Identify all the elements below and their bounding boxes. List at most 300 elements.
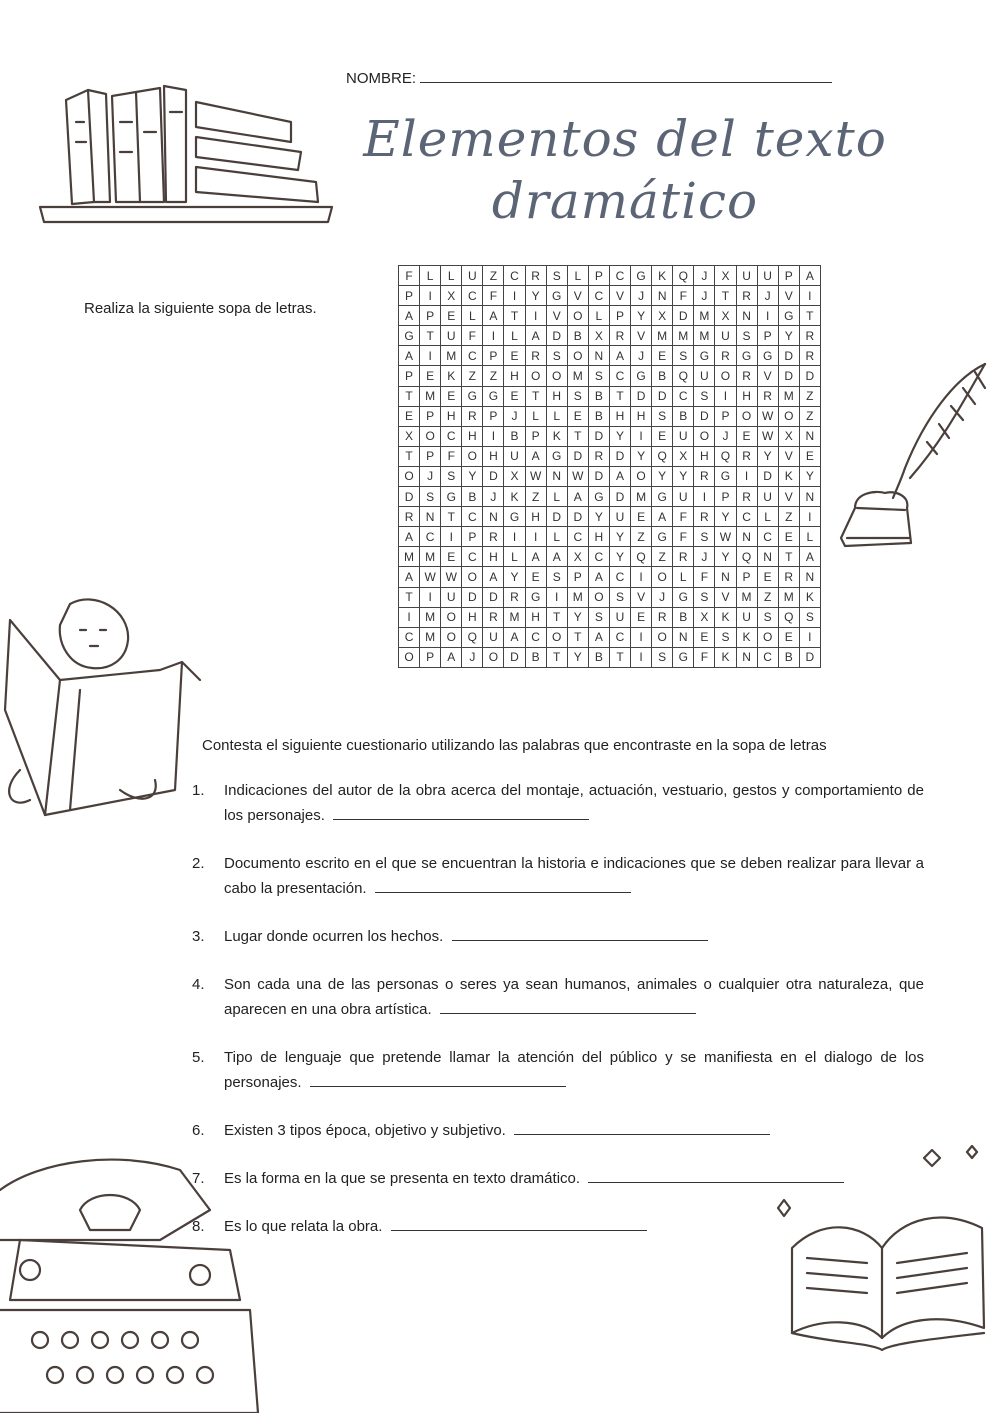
grid-cell[interactable]: C <box>399 627 420 647</box>
grid-cell[interactable]: D <box>778 346 799 366</box>
grid-cell[interactable]: G <box>631 366 652 386</box>
grid-cell[interactable]: Z <box>483 266 504 286</box>
grid-cell[interactable]: U <box>504 446 525 466</box>
grid-cell[interactable]: S <box>609 587 630 607</box>
grid-cell[interactable]: M <box>631 487 652 507</box>
grid-cell[interactable]: I <box>546 587 567 607</box>
grid-cell[interactable]: S <box>567 386 588 406</box>
grid-cell[interactable]: S <box>546 266 567 286</box>
grid-cell[interactable]: R <box>462 406 483 426</box>
grid-cell[interactable]: T <box>420 326 441 346</box>
grid-cell[interactable]: D <box>567 446 588 466</box>
grid-cell[interactable]: Y <box>778 326 799 346</box>
grid-cell[interactable]: A <box>441 647 462 667</box>
grid-cell[interactable]: C <box>462 346 483 366</box>
grid-cell[interactable]: A <box>546 547 567 567</box>
grid-cell[interactable]: H <box>483 446 504 466</box>
grid-cell[interactable]: I <box>420 587 441 607</box>
grid-cell[interactable]: D <box>588 426 609 446</box>
grid-cell[interactable]: M <box>567 366 588 386</box>
grid-cell[interactable]: W <box>757 426 778 446</box>
grid-cell[interactable]: V <box>631 587 652 607</box>
grid-cell[interactable]: N <box>420 507 441 527</box>
grid-cell[interactable]: P <box>778 266 799 286</box>
grid-cell[interactable]: A <box>609 346 630 366</box>
grid-cell[interactable]: B <box>588 386 609 406</box>
grid-cell[interactable]: D <box>483 466 504 486</box>
grid-cell[interactable]: S <box>799 607 820 627</box>
grid-cell[interactable]: O <box>757 627 778 647</box>
answer-blank[interactable] <box>452 926 708 941</box>
grid-cell[interactable]: T <box>546 647 567 667</box>
grid-cell[interactable]: D <box>757 466 778 486</box>
grid-cell[interactable]: P <box>483 406 504 426</box>
grid-cell[interactable]: S <box>694 386 715 406</box>
grid-cell[interactable]: V <box>567 286 588 306</box>
grid-cell[interactable]: A <box>525 547 546 567</box>
grid-cell[interactable]: C <box>462 507 483 527</box>
grid-cell[interactable]: L <box>673 567 694 587</box>
grid-cell[interactable]: O <box>441 627 462 647</box>
grid-cell[interactable]: O <box>715 366 736 386</box>
grid-cell[interactable]: G <box>441 487 462 507</box>
grid-cell[interactable]: H <box>588 527 609 547</box>
grid-cell[interactable]: N <box>757 547 778 567</box>
grid-cell[interactable]: I <box>736 466 757 486</box>
grid-cell[interactable]: Z <box>631 527 652 547</box>
grid-cell[interactable]: R <box>525 266 546 286</box>
grid-cell[interactable]: Y <box>631 306 652 326</box>
grid-cell[interactable]: T <box>399 587 420 607</box>
grid-cell[interactable]: H <box>546 386 567 406</box>
grid-cell[interactable]: O <box>546 366 567 386</box>
grid-cell[interactable]: Y <box>609 547 630 567</box>
grid-cell[interactable]: P <box>715 406 736 426</box>
grid-cell[interactable]: N <box>652 286 673 306</box>
grid-cell[interactable]: E <box>736 426 757 446</box>
grid-cell[interactable]: K <box>778 466 799 486</box>
grid-cell[interactable]: Y <box>609 426 630 446</box>
grid-cell[interactable]: I <box>483 326 504 346</box>
grid-cell[interactable]: N <box>736 306 757 326</box>
grid-cell[interactable]: S <box>588 366 609 386</box>
grid-cell[interactable]: X <box>399 426 420 446</box>
grid-cell[interactable]: B <box>504 426 525 446</box>
grid-cell[interactable]: C <box>420 527 441 547</box>
grid-cell[interactable]: C <box>588 286 609 306</box>
grid-cell[interactable]: R <box>778 567 799 587</box>
grid-cell[interactable]: U <box>694 366 715 386</box>
grid-cell[interactable]: N <box>799 426 820 446</box>
grid-cell[interactable]: S <box>652 647 673 667</box>
grid-cell[interactable]: X <box>673 446 694 466</box>
grid-cell[interactable]: X <box>588 326 609 346</box>
grid-cell[interactable]: E <box>441 547 462 567</box>
grid-cell[interactable]: M <box>420 386 441 406</box>
grid-cell[interactable]: F <box>694 647 715 667</box>
grid-cell[interactable]: L <box>462 306 483 326</box>
grid-cell[interactable]: U <box>441 326 462 346</box>
grid-cell[interactable]: T <box>799 306 820 326</box>
grid-cell[interactable]: A <box>483 306 504 326</box>
grid-cell[interactable]: A <box>588 627 609 647</box>
grid-cell[interactable]: L <box>546 487 567 507</box>
grid-cell[interactable]: M <box>420 627 441 647</box>
grid-cell[interactable]: X <box>715 266 736 286</box>
grid-cell[interactable]: O <box>525 366 546 386</box>
grid-cell[interactable]: N <box>736 647 757 667</box>
grid-cell[interactable]: Z <box>652 547 673 567</box>
grid-cell[interactable]: P <box>736 567 757 587</box>
grid-cell[interactable]: K <box>546 426 567 446</box>
grid-cell[interactable]: W <box>441 567 462 587</box>
grid-cell[interactable]: T <box>778 547 799 567</box>
grid-cell[interactable]: Y <box>673 466 694 486</box>
grid-cell[interactable]: I <box>694 487 715 507</box>
grid-cell[interactable]: C <box>757 647 778 667</box>
grid-cell[interactable]: U <box>757 266 778 286</box>
grid-cell[interactable]: G <box>399 326 420 346</box>
grid-cell[interactable]: X <box>567 547 588 567</box>
grid-cell[interactable]: O <box>652 567 673 587</box>
grid-cell[interactable]: E <box>504 346 525 366</box>
grid-cell[interactable]: J <box>715 426 736 446</box>
grid-cell[interactable]: U <box>609 507 630 527</box>
grid-cell[interactable]: C <box>757 527 778 547</box>
grid-cell[interactable]: H <box>504 366 525 386</box>
grid-cell[interactable]: M <box>399 547 420 567</box>
grid-cell[interactable]: G <box>588 487 609 507</box>
grid-cell[interactable]: T <box>609 386 630 406</box>
grid-cell[interactable]: R <box>399 507 420 527</box>
grid-cell[interactable]: X <box>441 286 462 306</box>
grid-cell[interactable]: A <box>399 306 420 326</box>
grid-cell[interactable]: Q <box>778 607 799 627</box>
grid-cell[interactable]: X <box>652 306 673 326</box>
grid-cell[interactable]: E <box>504 386 525 406</box>
grid-cell[interactable]: F <box>462 326 483 346</box>
grid-cell[interactable]: D <box>778 366 799 386</box>
grid-cell[interactable]: E <box>420 366 441 386</box>
grid-cell[interactable]: E <box>799 446 820 466</box>
grid-cell[interactable]: Y <box>609 527 630 547</box>
grid-cell[interactable]: V <box>778 286 799 306</box>
grid-cell[interactable]: Z <box>483 366 504 386</box>
grid-cell[interactable]: D <box>652 386 673 406</box>
grid-cell[interactable]: R <box>736 286 757 306</box>
grid-cell[interactable]: V <box>715 587 736 607</box>
grid-cell[interactable]: T <box>715 286 736 306</box>
grid-cell[interactable]: I <box>420 286 441 306</box>
grid-cell[interactable]: E <box>778 627 799 647</box>
grid-cell[interactable]: Y <box>462 466 483 486</box>
grid-cell[interactable]: F <box>441 446 462 466</box>
grid-cell[interactable]: U <box>462 266 483 286</box>
grid-cell[interactable]: U <box>609 607 630 627</box>
grid-cell[interactable]: B <box>588 406 609 426</box>
grid-cell[interactable]: I <box>799 507 820 527</box>
grid-cell[interactable]: B <box>652 366 673 386</box>
grid-cell[interactable]: I <box>504 286 525 306</box>
grid-cell[interactable]: T <box>567 426 588 446</box>
grid-cell[interactable]: Y <box>588 507 609 527</box>
grid-cell[interactable]: C <box>567 527 588 547</box>
grid-cell[interactable]: U <box>715 326 736 346</box>
grid-cell[interactable]: C <box>609 627 630 647</box>
grid-cell[interactable]: K <box>504 487 525 507</box>
grid-cell[interactable]: P <box>420 647 441 667</box>
grid-cell[interactable]: R <box>483 527 504 547</box>
grid-cell[interactable]: N <box>588 346 609 366</box>
grid-cell[interactable]: Z <box>799 386 820 406</box>
grid-cell[interactable]: T <box>567 627 588 647</box>
grid-cell[interactable]: B <box>673 607 694 627</box>
grid-cell[interactable]: R <box>609 326 630 346</box>
grid-cell[interactable]: A <box>799 547 820 567</box>
grid-cell[interactable]: J <box>694 547 715 567</box>
grid-cell[interactable]: C <box>609 366 630 386</box>
grid-cell[interactable]: H <box>631 406 652 426</box>
grid-cell[interactable]: O <box>462 446 483 466</box>
grid-cell[interactable]: J <box>694 266 715 286</box>
grid-cell[interactable]: J <box>504 406 525 426</box>
grid-cell[interactable]: M <box>778 587 799 607</box>
grid-cell[interactable]: C <box>462 286 483 306</box>
grid-cell[interactable]: P <box>609 306 630 326</box>
grid-cell[interactable]: H <box>694 446 715 466</box>
grid-cell[interactable]: G <box>673 587 694 607</box>
grid-cell[interactable]: P <box>420 306 441 326</box>
grid-cell[interactable]: G <box>652 487 673 507</box>
grid-cell[interactable]: B <box>778 647 799 667</box>
grid-cell[interactable]: R <box>757 386 778 406</box>
grid-cell[interactable]: G <box>673 647 694 667</box>
grid-cell[interactable]: M <box>778 386 799 406</box>
grid-cell[interactable]: D <box>546 326 567 346</box>
grid-cell[interactable]: G <box>652 527 673 547</box>
grid-cell[interactable]: D <box>673 306 694 326</box>
grid-cell[interactable]: I <box>757 306 778 326</box>
name-field[interactable] <box>346 68 832 87</box>
grid-cell[interactable]: P <box>420 406 441 426</box>
grid-cell[interactable]: H <box>441 406 462 426</box>
grid-cell[interactable]: B <box>567 326 588 346</box>
grid-cell[interactable]: I <box>504 527 525 547</box>
grid-cell[interactable]: C <box>609 266 630 286</box>
grid-cell[interactable]: P <box>525 426 546 446</box>
grid-cell[interactable]: P <box>399 286 420 306</box>
grid-cell[interactable]: L <box>799 527 820 547</box>
grid-cell[interactable]: Y <box>757 446 778 466</box>
grid-cell[interactable]: C <box>441 426 462 446</box>
grid-cell[interactable]: S <box>694 527 715 547</box>
grid-cell[interactable]: R <box>736 366 757 386</box>
grid-cell[interactable]: G <box>631 266 652 286</box>
grid-cell[interactable]: G <box>483 386 504 406</box>
grid-cell[interactable]: I <box>631 567 652 587</box>
grid-cell[interactable]: S <box>546 346 567 366</box>
grid-cell[interactable]: M <box>652 326 673 346</box>
grid-cell[interactable]: E <box>441 386 462 406</box>
grid-cell[interactable]: F <box>673 527 694 547</box>
grid-cell[interactable]: E <box>694 627 715 647</box>
grid-cell[interactable]: L <box>420 266 441 286</box>
grid-cell[interactable]: U <box>483 627 504 647</box>
grid-cell[interactable]: I <box>420 346 441 366</box>
grid-cell[interactable]: S <box>673 346 694 366</box>
grid-cell[interactable]: U <box>736 266 757 286</box>
grid-cell[interactable]: F <box>483 286 504 306</box>
grid-cell[interactable]: G <box>715 466 736 486</box>
grid-cell[interactable]: W <box>567 466 588 486</box>
grid-cell[interactable]: W <box>525 466 546 486</box>
grid-cell[interactable]: Y <box>567 607 588 627</box>
grid-cell[interactable]: F <box>694 567 715 587</box>
grid-cell[interactable]: K <box>441 366 462 386</box>
grid-cell[interactable]: I <box>631 647 652 667</box>
answer-blank[interactable] <box>375 878 631 893</box>
grid-cell[interactable]: O <box>588 587 609 607</box>
grid-cell[interactable]: C <box>525 627 546 647</box>
grid-cell[interactable]: A <box>399 527 420 547</box>
grid-cell[interactable]: K <box>736 627 757 647</box>
grid-cell[interactable]: E <box>441 306 462 326</box>
grid-cell[interactable]: C <box>504 266 525 286</box>
grid-cell[interactable]: O <box>694 426 715 446</box>
grid-cell[interactable]: M <box>420 547 441 567</box>
grid-cell[interactable]: Z <box>778 507 799 527</box>
grid-cell[interactable]: J <box>420 466 441 486</box>
grid-cell[interactable]: R <box>483 607 504 627</box>
grid-cell[interactable]: I <box>799 627 820 647</box>
grid-cell[interactable]: Q <box>462 627 483 647</box>
grid-cell[interactable]: Y <box>799 466 820 486</box>
grid-cell[interactable]: D <box>483 587 504 607</box>
grid-cell[interactable]: R <box>736 446 757 466</box>
grid-cell[interactable]: M <box>567 587 588 607</box>
grid-cell[interactable]: J <box>694 286 715 306</box>
grid-cell[interactable]: G <box>546 286 567 306</box>
grid-cell[interactable]: V <box>778 446 799 466</box>
grid-cell[interactable]: U <box>673 426 694 446</box>
grid-cell[interactable]: V <box>757 366 778 386</box>
grid-cell[interactable]: G <box>736 346 757 366</box>
name-blank-line[interactable] <box>420 68 832 83</box>
grid-cell[interactable]: I <box>715 386 736 406</box>
grid-cell[interactable]: B <box>525 647 546 667</box>
grid-cell[interactable]: G <box>757 346 778 366</box>
grid-cell[interactable]: P <box>757 326 778 346</box>
grid-cell[interactable]: S <box>757 607 778 627</box>
grid-cell[interactable]: D <box>631 386 652 406</box>
grid-cell[interactable]: S <box>546 567 567 587</box>
grid-cell[interactable]: A <box>588 567 609 587</box>
grid-cell[interactable]: X <box>715 306 736 326</box>
grid-cell[interactable]: S <box>694 587 715 607</box>
grid-cell[interactable]: H <box>483 547 504 567</box>
grid-cell[interactable]: T <box>399 446 420 466</box>
grid-cell[interactable]: P <box>483 346 504 366</box>
grid-cell[interactable]: M <box>441 346 462 366</box>
grid-cell[interactable]: Y <box>525 286 546 306</box>
grid-cell[interactable]: R <box>652 607 673 627</box>
grid-cell[interactable]: I <box>631 627 652 647</box>
grid-cell[interactable]: C <box>588 547 609 567</box>
grid-cell[interactable]: X <box>694 607 715 627</box>
grid-cell[interactable]: W <box>715 527 736 547</box>
grid-cell[interactable]: H <box>525 507 546 527</box>
grid-cell[interactable]: Y <box>715 547 736 567</box>
grid-cell[interactable]: R <box>673 547 694 567</box>
grid-cell[interactable]: D <box>588 466 609 486</box>
grid-cell[interactable]: M <box>694 306 715 326</box>
grid-cell[interactable]: Y <box>652 466 673 486</box>
grid-cell[interactable]: E <box>399 406 420 426</box>
grid-cell[interactable]: T <box>546 607 567 627</box>
grid-cell[interactable]: D <box>504 647 525 667</box>
grid-cell[interactable]: O <box>736 406 757 426</box>
grid-cell[interactable]: Y <box>567 647 588 667</box>
grid-cell[interactable]: N <box>673 627 694 647</box>
grid-cell[interactable]: Y <box>504 567 525 587</box>
grid-cell[interactable]: L <box>441 266 462 286</box>
grid-cell[interactable]: J <box>483 487 504 507</box>
grid-cell[interactable]: I <box>631 426 652 446</box>
grid-cell[interactable]: G <box>504 507 525 527</box>
grid-cell[interactable]: M <box>673 326 694 346</box>
grid-cell[interactable]: U <box>736 607 757 627</box>
answer-blank[interactable] <box>333 805 589 820</box>
grid-cell[interactable]: L <box>546 406 567 426</box>
grid-cell[interactable]: I <box>441 527 462 547</box>
grid-cell[interactable]: M <box>504 607 525 627</box>
grid-cell[interactable]: G <box>462 386 483 406</box>
grid-cell[interactable]: A <box>609 466 630 486</box>
grid-cell[interactable]: A <box>399 567 420 587</box>
grid-cell[interactable]: R <box>736 487 757 507</box>
grid-cell[interactable]: E <box>567 406 588 426</box>
grid-cell[interactable]: R <box>694 507 715 527</box>
grid-cell[interactable]: N <box>736 527 757 547</box>
grid-cell[interactable]: R <box>588 446 609 466</box>
grid-cell[interactable]: N <box>483 507 504 527</box>
grid-cell[interactable]: H <box>462 607 483 627</box>
grid-cell[interactable]: D <box>609 487 630 507</box>
grid-cell[interactable]: Z <box>799 406 820 426</box>
grid-cell[interactable]: L <box>525 406 546 426</box>
grid-cell[interactable]: B <box>462 487 483 507</box>
grid-cell[interactable]: F <box>673 507 694 527</box>
grid-cell[interactable]: P <box>588 266 609 286</box>
grid-cell[interactable]: J <box>631 346 652 366</box>
grid-cell[interactable]: M <box>420 607 441 627</box>
grid-cell[interactable]: N <box>799 567 820 587</box>
grid-cell[interactable]: F <box>399 266 420 286</box>
grid-cell[interactable]: I <box>525 306 546 326</box>
grid-cell[interactable]: M <box>694 326 715 346</box>
grid-cell[interactable]: K <box>715 647 736 667</box>
grid-cell[interactable]: D <box>799 647 820 667</box>
grid-cell[interactable]: L <box>546 527 567 547</box>
grid-cell[interactable]: D <box>462 587 483 607</box>
grid-cell[interactable]: U <box>673 487 694 507</box>
grid-cell[interactable]: F <box>673 286 694 306</box>
grid-cell[interactable]: D <box>399 487 420 507</box>
grid-cell[interactable]: S <box>715 627 736 647</box>
grid-cell[interactable]: K <box>715 607 736 627</box>
grid-cell[interactable]: O <box>462 567 483 587</box>
grid-cell[interactable]: H <box>736 386 757 406</box>
